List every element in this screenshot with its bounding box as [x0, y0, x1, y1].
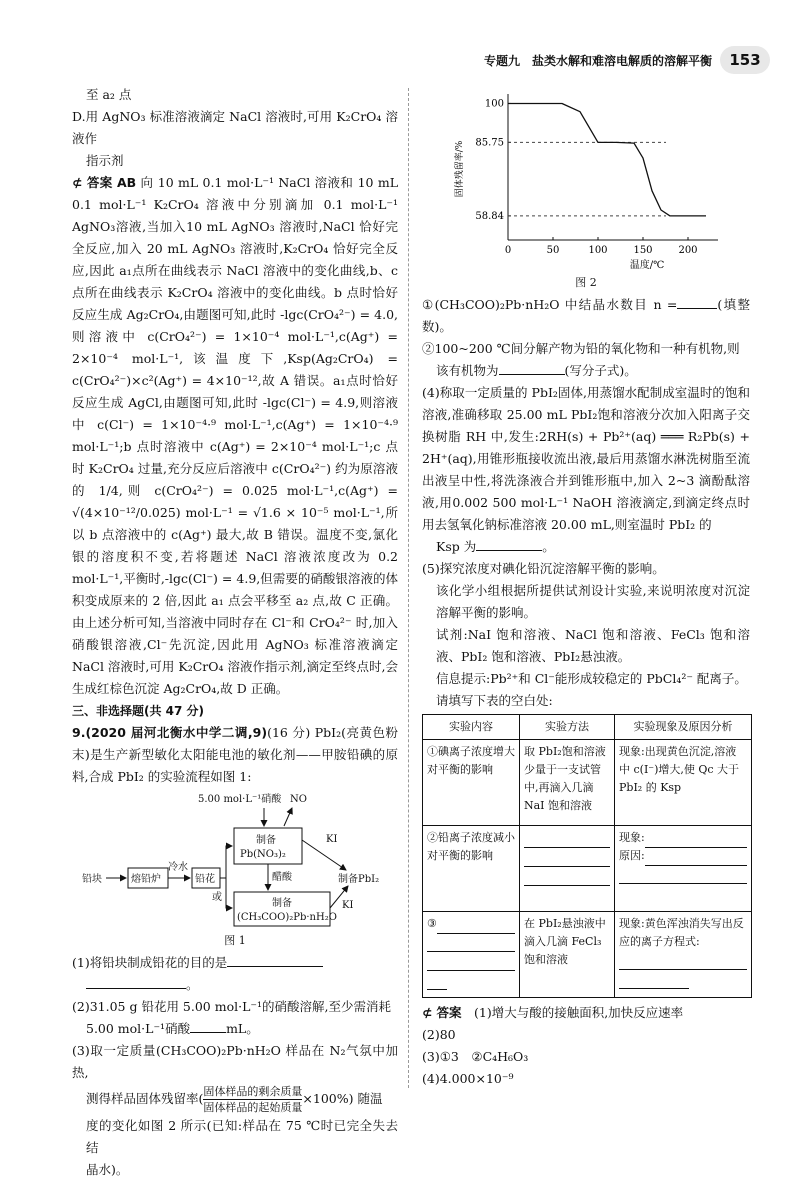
answer-line[interactable]	[619, 865, 747, 884]
answer-line[interactable]	[524, 848, 610, 867]
answer-blank-3-1[interactable]	[677, 294, 717, 309]
item3-phenomenon: 现象:黄色浑浊消失写出反应的离子方程式:	[619, 917, 744, 948]
experiment-table	[422, 714, 752, 998]
item3-label: ③	[427, 917, 437, 930]
y-tick-label: 58.84	[475, 210, 504, 222]
x-tick-label: 100	[588, 245, 608, 256]
flow-ki-top: KI	[326, 834, 338, 845]
x-tick-label: 50	[546, 245, 560, 256]
header-title: 专题九 盐类水解和难溶电解质的溶解平衡	[483, 54, 712, 68]
left-column	[72, 84, 398, 1181]
answer-line[interactable]	[427, 933, 515, 952]
final-answer-1: (1)增大与酸的接触面积,加快反应速率	[474, 1005, 684, 1020]
flow-box3: 铅花	[195, 874, 215, 885]
flow-acetic: 醋酸	[272, 872, 292, 883]
question-9-5: (5)探究浓度对碘化铅沉淀溶解平衡的影响。	[422, 561, 665, 576]
section-title: 三、非选择题(共 47 分)	[72, 704, 205, 718]
final-answer-label: 答案	[436, 1005, 462, 1020]
q3-formula-suffix: ×100%) 随温	[302, 1091, 383, 1106]
q3-2-tail: (写分子式)。	[564, 363, 637, 378]
flow-or: 或	[212, 892, 222, 903]
table-row	[423, 826, 752, 912]
answer-label: 答案	[86, 175, 113, 190]
x-tick-label: 150	[633, 245, 653, 256]
answer-line[interactable]	[524, 829, 610, 848]
y-tick-label: 85.75	[475, 137, 504, 149]
question-9-4: (4)称取一定质量的 PbI₂固体,用蒸馏水配制成室温时的饱和溶液,准确移取 25.00 mL PbI₂饱和溶液分次加入阳离子交换树脂 RH 中,发生:2RH(s) + Pb²⁺(aq) ═══ R₂Pb(s) + 2H⁺(aq),用锥形瓶接收流出液,最后用蒸馏水淋洗树脂至流出液呈中性,将洗涤液合并到锥形瓶中,加入 2~3 滴酚酞溶液,用0.002 500 mol·L⁻¹ NaOH 溶液滴定,到滴定终点时用去氢氧化钠标准溶液 20.00 mL,则室温时 PbI₂ 的	[422, 385, 750, 532]
x-tick-label: 0	[504, 245, 512, 256]
residual-rate-chart	[436, 90, 736, 270]
answer-line[interactable]	[619, 970, 689, 989]
column-divider	[408, 88, 409, 1088]
answer-line[interactable]	[427, 952, 515, 971]
answer-blank-3-2[interactable]	[499, 360, 565, 375]
option-d: D.用 AgNO₃ 标准溶液滴定 NaCl 溶液时,可用 K₂CrO₄ 溶液作	[72, 109, 398, 146]
answer-line[interactable]	[619, 951, 747, 970]
flow-box1-line1: 制备	[256, 835, 276, 846]
table-header: 实验内容	[423, 715, 520, 740]
table-cell: ②铅离子浓度减小对平衡的影响	[423, 826, 520, 912]
final-answer-3: (3)①3 ②C₄H₆O₃	[422, 1049, 529, 1064]
figure-2-caption: 图 2	[575, 276, 597, 289]
y-tick-label: 100	[484, 98, 504, 110]
phenomenon-row	[619, 829, 747, 847]
answer-line[interactable]	[437, 915, 515, 934]
table-cell: 取 PbI₂饱和溶液少量于一支试管中,再滴入几滴 NaI 饱和溶液	[520, 740, 615, 826]
question-9-3: (3)取一定质量(CH₃COO)₂Pb·nH₂O 样品在 N₂气氛中加热,	[72, 1043, 398, 1080]
flow-box4-line2: (CH₃COO)₂Pb·nH₂O	[237, 912, 337, 923]
fraction-numerator: 固体样品的剩余质量	[203, 1085, 303, 1098]
table-cell: ①碘离子浓度增大对平衡的影响	[423, 740, 520, 826]
flow-reagent-top: 5.00 mol·L⁻¹硝酸	[198, 794, 282, 805]
table-cell-blanks	[615, 826, 752, 912]
flow-start: 铅块	[82, 874, 102, 885]
q3-1-text: ①(CH₃COO)₂Pb·nH₂O 中结晶水数目 n =	[422, 297, 678, 312]
question-9-3-formula	[72, 1084, 398, 1115]
answer-icon: ⊄	[72, 175, 83, 190]
table-cell-blanks	[423, 912, 520, 998]
table-row	[423, 740, 752, 826]
answer-icon: ⊄	[422, 1005, 433, 1020]
question-9-5-instruction: 请填写下表的空白处:	[436, 693, 553, 708]
flow-ki-bottom: KI	[342, 900, 354, 911]
question-9-5-desc: 该化学小组根据所提供试剂设计实验,来说明浓度对沉淀溶解平衡的影响。	[436, 583, 750, 620]
residual-curve	[508, 104, 706, 216]
question-9-2-unit: mL。	[226, 1021, 259, 1036]
question-9-5-hint: 信息提示:Pb²⁺和 Cl⁻能形成较稳定的 PbCl₄²⁻ 配离子。	[436, 671, 747, 686]
q3-formula-prefix: 测得样品固体残留率(	[86, 1091, 204, 1106]
table-header-row	[423, 715, 752, 740]
item3-row	[427, 915, 515, 933]
fraction-denominator: 固体样品的起始质量	[203, 1101, 303, 1114]
flow-diagram	[80, 790, 390, 928]
answer-line[interactable]	[524, 867, 610, 886]
question-9-3-1	[422, 294, 750, 338]
answer-line[interactable]	[645, 829, 747, 848]
flow-box1-line2: Pb(NO₃)₂	[240, 849, 286, 860]
reason-label: 原因:	[619, 849, 645, 862]
flow-cold-water: 冷水	[168, 862, 188, 873]
q4-ksp-label: Ksp 为	[436, 539, 477, 554]
table-cell: 现象:出现黄色沉淀,溶液中 c(I⁻)增大,使 Qc 大于 PbI₂ 的 Ksp	[615, 740, 752, 826]
q3-2-text: 该有机物为	[436, 363, 499, 378]
x-axis-label: 温度/℃	[629, 260, 665, 270]
q3-1-tail: (填整数)。	[422, 297, 750, 334]
answer-explanation: 向 10 mL 0.1 mol·L⁻¹ NaCl 溶液和 10 mL 0.1 mol·L⁻¹ K₂CrO₄ 溶液中分别滴加 0.1 mol·L⁻¹ AgNO₃溶液,当加入10 mL AgNO₃ 溶液时,NaCl 恰好完全反应,加入 20 mL AgNO₃ 溶液时,K₂CrO₄ 恰好完全反应,因此 a₁点所在曲线表示 NaCl 溶液中的变化曲线,b、c 点所在曲线表示 K₂CrO₄ 溶液中的变化曲线。b 点时恰好反应生成 Ag₂CrO₄,由题图可知,此时 -lgc(CrO₄²⁻) = 4.0,则溶液中 c(CrO₄²⁻) = 1×10⁻⁴ mol·L⁻¹,c(Ag⁺) = 2×10⁻⁴ mol·L⁻¹,该温度下,Ksp(Ag₂CrO₄) = c(CrO₄²⁻)×c²(Ag⁺) = 4×10⁻¹²,故 A 错误。a₁点时恰好反应生成 AgCl,由题图可知,此时 -lgc(Cl⁻) = 4.9,则溶液中 c(Cl⁻) = 1×10⁻⁴·⁹ mol·L⁻¹,c(Ag⁺) = 1×10⁻⁴·⁹ mol·L⁻¹;b 点时溶液中 c(Ag⁺) = 2×10⁻⁴ mol·L⁻¹;c 点时 K₂CrO₄ 过量,充分反应后溶液中 c(CrO₄²⁻) 约为原溶液的 1/4,则 c(CrO₄²⁻) = 0.025 mol·L⁻¹,c(Ag⁺) = √(4×10⁻¹²/0.025) mol·L⁻¹ = √1.6 × 10⁻⁵ mol·L⁻¹,所以 b 点溶液中的 c(Ag⁺) 最大,故 B 错误。温度不变,氯化银的溶度积不变,若将题述 NaCl 溶液浓度改为 0.2 mol·L⁻¹,平衡时,-lgc(Cl⁻) = 4.9,但需要的硝酸银溶液的体积变成原来的 2 倍,因此 a₁ 点会平移至 a₂ 点,故 C 正确。由上述分析可知,当溶液中同时存在 Cl⁻和 CrO₄²⁻ 时,加入硝酸银溶液,Cl⁻先沉淀,因此用 AgNO₃ 标准溶液滴定 NaCl 溶液时,可用 K₂CrO₄ 溶液作指示剂,滴定至终点时,会生成红棕色沉淀 Ag₂CrO₄,故 D 正确。	[72, 175, 398, 696]
table-cell-blanks	[615, 912, 752, 998]
answer-choice: AB	[116, 175, 137, 190]
flow-product: 制备PbI₂	[338, 874, 380, 885]
table-row	[423, 912, 752, 998]
answer-blank-1b[interactable]	[86, 974, 186, 989]
question-9-2: (2)31.05 g 铅花用 5.00 mol·L⁻¹的硝酸溶解,至少需消耗	[72, 999, 391, 1014]
reason-row	[619, 847, 747, 865]
question-9-source: (2020 届河北衡水中学二调,9)	[85, 725, 268, 740]
question-9-3-2-cont	[422, 360, 750, 382]
final-answer	[422, 1002, 750, 1024]
answer-block	[72, 172, 398, 700]
flow-box4-line1: 制备	[272, 898, 292, 909]
option-d-tail: 指示剂	[86, 153, 124, 168]
question-9-4-ksp: Ksp 为 。	[422, 536, 750, 558]
question-9	[72, 722, 398, 788]
answer-line[interactable]	[645, 847, 747, 866]
x-tick-label: 200	[678, 245, 698, 256]
table-cell-blanks	[520, 826, 615, 912]
question-9-1-blank-line: 。	[72, 974, 398, 996]
flow-box2: 熔铅炉	[131, 874, 161, 885]
y-axis-label: 固体残留率/%	[455, 140, 465, 198]
flow-gas: NO	[290, 794, 307, 805]
question-9-1-text: (1)将铅块制成铅花的目的是	[72, 955, 228, 970]
answer-blank-4[interactable]	[476, 536, 542, 551]
page-header	[470, 46, 770, 74]
question-9-5-reagents: 试剂:NaI 饱和溶液、NaCl 饱和溶液、FeCl₃ 饱和溶液、PbI₂ 饱和溶液、PbI₂悬浊液。	[436, 627, 750, 664]
residual-fraction	[203, 1084, 302, 1115]
option-c-tail: 至 a₂ 点	[86, 87, 132, 102]
phenomenon-label: 现象:	[619, 831, 645, 844]
question-9-1	[72, 952, 398, 974]
final-answer-4: (4)4.000×10⁻⁹	[422, 1071, 514, 1086]
question-9-text: (16 分) PbI₂(亮黄色粉末)是生产新型敏化太阳能电池的敏化剂——甲胺铅碘的原料,合成 PbI₂ 的实验流程如图 1:	[72, 725, 398, 784]
answer-blank-2[interactable]	[190, 1018, 226, 1033]
table-header: 实验现象及原因分析	[615, 715, 752, 740]
answer-line[interactable]	[427, 971, 447, 990]
question-9-2-text: 5.00 mol·L⁻¹硝酸	[86, 1021, 191, 1036]
table-header: 实验方法	[520, 715, 615, 740]
question-9-2-cont	[72, 1018, 398, 1040]
question-9-3-2: ②100~200 ℃间分解产物为铅的氧化物和一种有机物,则	[422, 341, 740, 356]
right-column	[422, 88, 750, 1090]
figure-1-caption: 图 1	[224, 934, 246, 947]
question-9-3-cont2: 晶水)。	[86, 1162, 129, 1177]
question-9-number: 9.	[72, 725, 86, 740]
question-9-3-cont1: 度的变化如图 2 所示(已知:样品在 75 ℃时已完全失去结	[86, 1118, 398, 1155]
table-cell: 在 PbI₂悬浊液中滴入几滴 FeCl₃饱和溶液	[520, 912, 615, 998]
page-number: 153	[720, 46, 770, 74]
final-answer-2: (2)80	[422, 1027, 456, 1042]
answer-blank-1a[interactable]	[227, 952, 323, 967]
